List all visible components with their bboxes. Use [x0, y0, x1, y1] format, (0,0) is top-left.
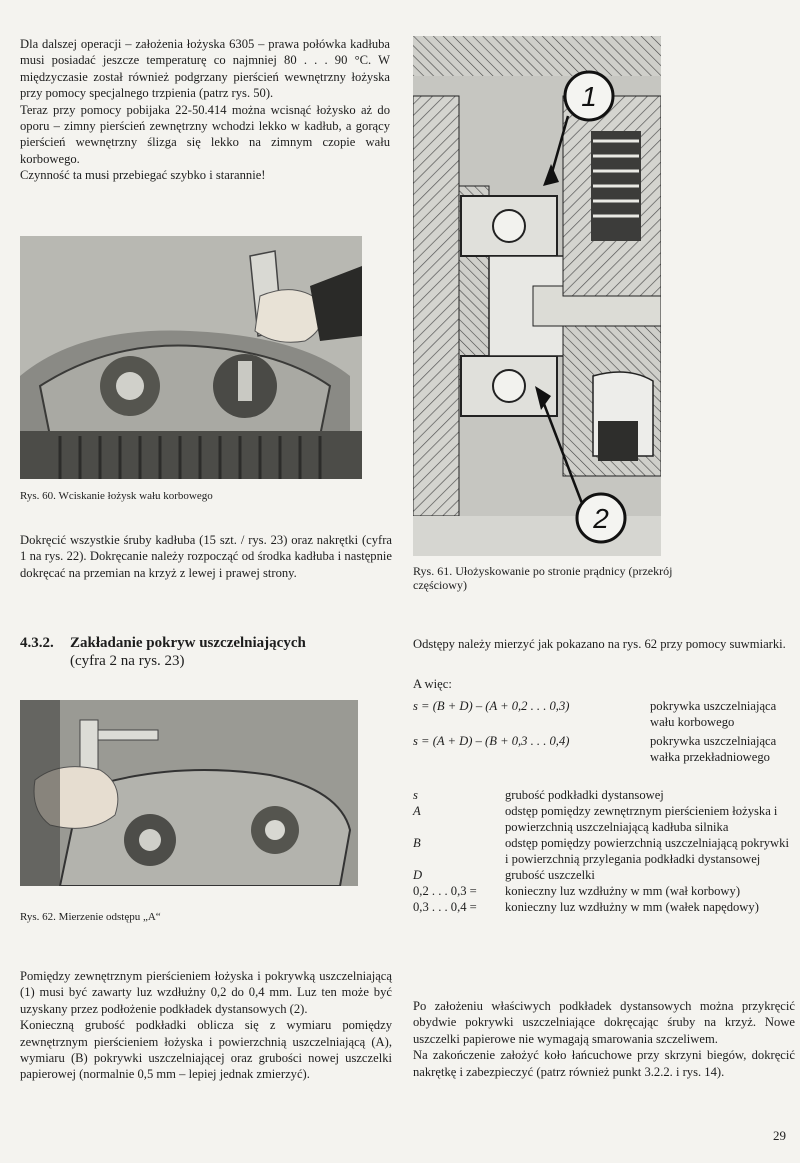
definition-symbol: B — [413, 836, 421, 850]
section-title: Zakładanie pokryw uszczelniających — [70, 635, 306, 651]
paragraph: Czynność ta musi przebiegać szybko i starannie! — [20, 168, 266, 183]
definition-text: odstęp pomiędzy powierzchnią uszczelniającą pokrywki i powierzchnią przylegania podkładki dystansowej — [505, 836, 789, 866]
formula-expression: s = (B + D) – (A + 0,2 . . . 0,3) — [413, 699, 570, 713]
definition-symbol: D — [413, 868, 423, 882]
paragraph: Konieczną grubość podkładki oblicza się z wymiaru pomiędzy zewnętrznym pierścieniem łożyska i powierzchnią uszczelniającą (A), wymiaru (B) pokrywki uszczelniającej oraz grubości nowej uszczelki papierowej (normalnie 0,5 mm – lepiej jednak zmierzyć). — [20, 1018, 392, 1082]
definition-symbol: A — [413, 804, 421, 818]
closing-text-block — [413, 998, 795, 1080]
definition-text: konieczny luz wzdłużny w mm (wał korbowy) — [505, 884, 741, 898]
paragraph: Dla dalszej operacji – założenia łożyska 6305 – prawa połówka kadłuba musi posiadać jeszcze temperaturę co najmniej 80 . . . 90 °C. W międzyczasie został również podgrzany pierścień wewnętrzny łożyska przy pomocy specjalnego trzpienia (patrz rys. 50). — [20, 37, 390, 101]
section-subtitle: (cyfra 2 na rys. 23) — [70, 653, 185, 669]
definition-symbol: 0,3 . . . 0,4 = — [413, 900, 477, 914]
definition-text: konieczny luz wzdłużny w mm (wałek napędowy) — [505, 900, 759, 914]
fig62-caption: Rys. 62. Mierzenie odstępu „A“ — [20, 911, 161, 923]
formula-description: pokrywka uszczelniająca wałka przekładniowego — [650, 734, 777, 764]
definition-text: odstęp pomiędzy zewnętrznym pierścieniem łożyska i powierzchnią uszczelniającą kadłuba silnika — [505, 804, 778, 834]
bolts-text: Dokręcić wszystkie śruby kadłuba (15 szt. / rys. 23) oraz nakrętki (cyfra 1 na rys. 22). Dokręcanie należy rozpocząć od środka kadłuba i następnie dokręcać na przemian na krzyż z lewej i prawej strony. — [20, 533, 392, 580]
definition-symbol: 0,2 . . . 0,3 = — [413, 884, 477, 898]
fig60-caption: Rys. 60. Wciskanie łożysk wału korbowego — [20, 490, 213, 502]
symbol-definitions — [413, 787, 795, 915]
formula-expression: s = (A + D) – (B + 0,3 . . . 0,4) — [413, 734, 570, 748]
definition-row — [413, 883, 795, 899]
definition-row — [413, 787, 795, 803]
a-wiec-label: A więc: — [413, 677, 452, 691]
definition-row — [413, 835, 795, 867]
fig60-photo — [20, 236, 362, 479]
formula-description: pokrywka uszczelniająca wału korbowego — [650, 699, 777, 729]
section-heading — [20, 634, 390, 670]
measure-intro-text: Odstępy należy mierzyć jak pokazano na rys. 62 przy pomocy suwmiarki. — [413, 637, 786, 651]
section-number: 4.3.2. — [20, 635, 54, 651]
shim-explanation-text — [20, 968, 392, 1083]
page-number: 29 — [773, 1128, 786, 1143]
definition-row — [413, 803, 795, 835]
definition-text: grubość uszczelki — [505, 868, 595, 882]
fig61-label-1: 1 — [581, 81, 597, 112]
fig61-caption: Rys. 61. Ułożyskowanie po stronie prądnicy (przekrój częściowy) — [413, 564, 673, 592]
fig61-cross-section — [413, 36, 661, 556]
definition-row — [413, 867, 795, 883]
paragraph: Pomiędzy zewnętrznym pierścieniem łożyska i pokrywką uszczelniającą (1) musi być zawarty luz wzdłużny 0,2 do 0,4 mm. Luz ten może być uzyskany przez podłożenie podkładek dystansowych (2). — [20, 969, 392, 1016]
paragraph: Po założeniu właściwych podkładek dystansowych można przykręcić obydwie pokrywki uszczelniające dokręcając śruby na krzyż. Nowe uszczelki papierowe nie wymagają smarowania szczeliwem. — [413, 999, 795, 1046]
paragraph: Teraz przy pomocy pobijaka 22-50.414 można wcisnąć łożysko aż do oporu – zimny pierścień zewnętrzny wchodzi lekko w kadłub, a gorący pierścień wewnętrzny ślizga się lekko na zimnym czopie wału korbowego. — [20, 102, 390, 166]
definition-row — [413, 899, 795, 915]
definition-text: grubość podkładki dystansowej — [505, 788, 664, 802]
definition-symbol: s — [413, 788, 418, 802]
paragraph: Na zakończenie założyć koło łańcuchowe przy skrzyni biegów, dokręcić nakrętkę i zabezpieczyć (patrz również punkt 3.2.2. i rys. 14). — [413, 1048, 795, 1079]
intro-text-block — [20, 36, 390, 184]
fig62-photo — [20, 700, 358, 886]
fig61-label-2: 2 — [593, 503, 609, 534]
